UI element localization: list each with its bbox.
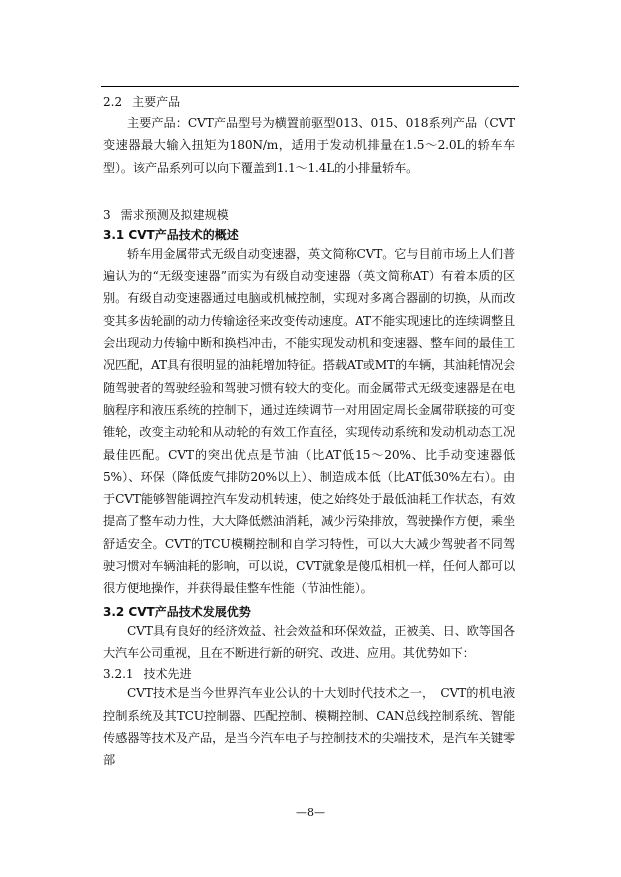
section-3-1-heading: 3.1 CVT产品技术的概述: [103, 227, 239, 242]
page-content: [103, 92, 515, 771]
header-rule: [101, 86, 519, 87]
section-number: 2.2: [103, 95, 123, 109]
page-number: —8—: [296, 806, 325, 819]
section-3-2-1-paragraph: CVT技术是当今世界汽车业公认的十大划时代技术之一， CVT的机电液控制系统及其TCU控制器、匹配控制、模糊控制、CAN总线控制系统、智能传感器等技术及产品，是当今汽车电子与控制技术的尖端技术，是汽车关键零部: [103, 686, 515, 768]
section-2-2-heading: [103, 94, 515, 110]
section-3-heading: [103, 207, 515, 223]
section-number: 3.2.1: [103, 667, 134, 682]
section-2-2-paragraph: 主要产品：CVT产品型号为横置前驱型013、015、018系列产品（CVT变速器最大输入扭矩为180N/m，适用于发动机排量在1.5～2.0L的轿车车型）。该产品系列可以向下覆盖到1.1～1.4L的小排量轿车。: [103, 116, 515, 175]
section-3-1-paragraph: 轿车用金属带式无级自动变速器，英文简称CVT。它与目前市场上人们普遍认为的“无级变速器”而实为有级自动变速器（英文简称AT）有着本质的区别。有级自动变速器通过电脑或机械控制，实现对多离合器副的切换，从而改变其多齿轮副的动力传输途径来改变传动速度。AT不能实现速比的连续调整且会出现动力传输中断和换档冲击，不能实现发动机和变速器、整车间的最佳工况匹配，AT具有很明显的油耗增加特征。搭载AT或MT的车辆，其油耗情况会随驾驶者的驾驶经验和驾驶习惯有较大的变化。而金属带式无级变速器是在电脑程序和液压系统的控制下，通过连续调节一对用固定周长金属带联接的可变锥轮，改变主动轮和从动轮的有效工作直径，实现传动系统和发动机动态工况最佳匹配。CVT的突出优点是节油（比AT低15～20%、比手动变速器低5%）、环保（降低废气排防20%以上）、制造成本低（比AT低30%左右）。由于CVT能够智能调控汽车发动机转速，使之始终处于最低油耗工作状态，有效提高了整车动力性，大大降低燃油消耗，减少污染排放，驾驶操作方便，乘坐舒适安全。CVT的TCU模糊控制和自学习特性，可以大大减少驾驶者不同驾驶习惯对车辆油耗的影响，可以说，CVT就象是傻瓜相机一样，任何人都可以很方便地操作，并获得最佳整车性能（节油性能）。: [103, 246, 515, 596]
section-3-2-heading: 3.2 CVT产品技术发展优势: [103, 604, 251, 619]
section-number: 3: [103, 207, 111, 222]
section-3-2-1-heading: [103, 666, 515, 682]
section-title: 需求预测及拟建规模: [120, 207, 229, 222]
section-title: 技术先进: [143, 667, 192, 682]
section-3-2-paragraph: CVT具有良好的经济效益、社会效益和环保效益，正被美、日、欧等国各大汽车公司重视，且在不断进行新的研究、改进、应用。其优势如下：: [103, 623, 515, 660]
section-title: 主要产品: [132, 95, 181, 109]
